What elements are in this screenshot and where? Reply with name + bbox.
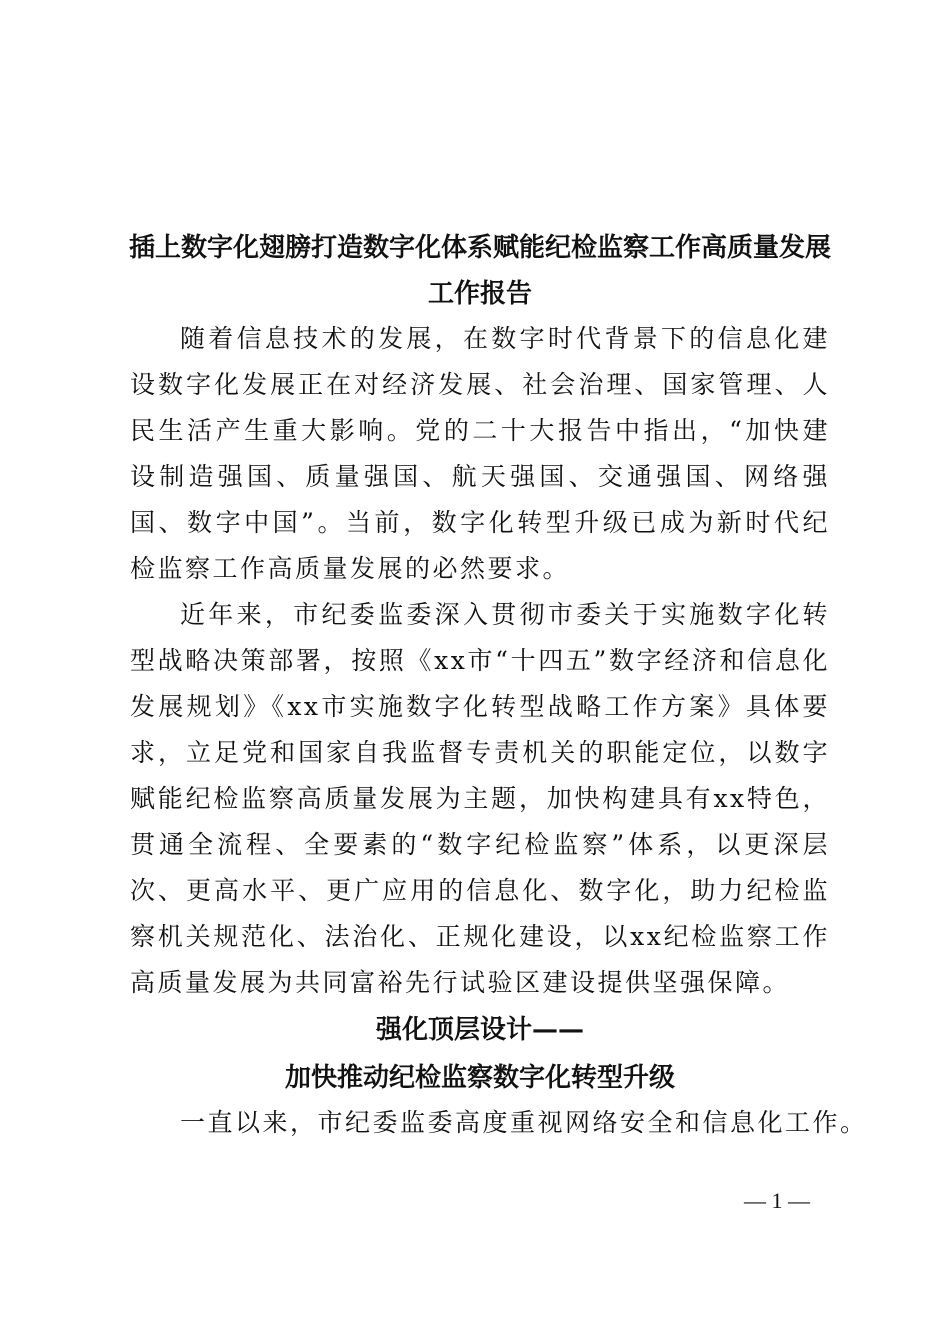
section-paragraph: 一直以来，市纪委监委高度重视网络安全和信息化工作。 [180, 1108, 868, 1137]
paragraph-2: 近年来，市纪委监委深入贯彻市委关于实施数字化转型战略决策部署，按照《xx市“十四五”数字经济和信息化发展规划》《xx市实施数字化转型战略工作方案》具体要求，立足党和国家自我监督专责机关的职能定位，以数字赋能纪检监察高质量发展为主题，加快构建具有xx特色，贯通全流程、全要素的“数字纪检监察”体系，以更深层次、更高水平、更广应用的信息化、数字化，助力纪检监察机关规范化、法治化、正规化建设，以xx纪检监察工作高质量发展为共同富裕先行试验区建设提供坚强保障。 [130, 600, 830, 997]
paragraph-1: 随着信息技术的发展，在数字时代背景下的信息化建设数字化发展正在对经济发展、社会治理、国家管理、人民生活产生重大影响。党的二十大报告中指出，“加快建设制造强国、质量强国、航天强国、交通强国、网络强国、数字中国”。当前，数字化转型升级已成为新时代纪检监察工作高质量发展的必然要求。 [130, 324, 830, 583]
section-heading-line-2: 加快推动纪检监察数字化转型升级 [284, 1063, 675, 1093]
document-title: 插上数字化翅膀打造数字化体系赋能纪检监察工作高质量发展工作报告 [128, 233, 831, 309]
page-number: — 1 — [744, 1188, 810, 1213]
section-heading-line-1: 强化顶层设计—— [375, 1015, 584, 1045]
